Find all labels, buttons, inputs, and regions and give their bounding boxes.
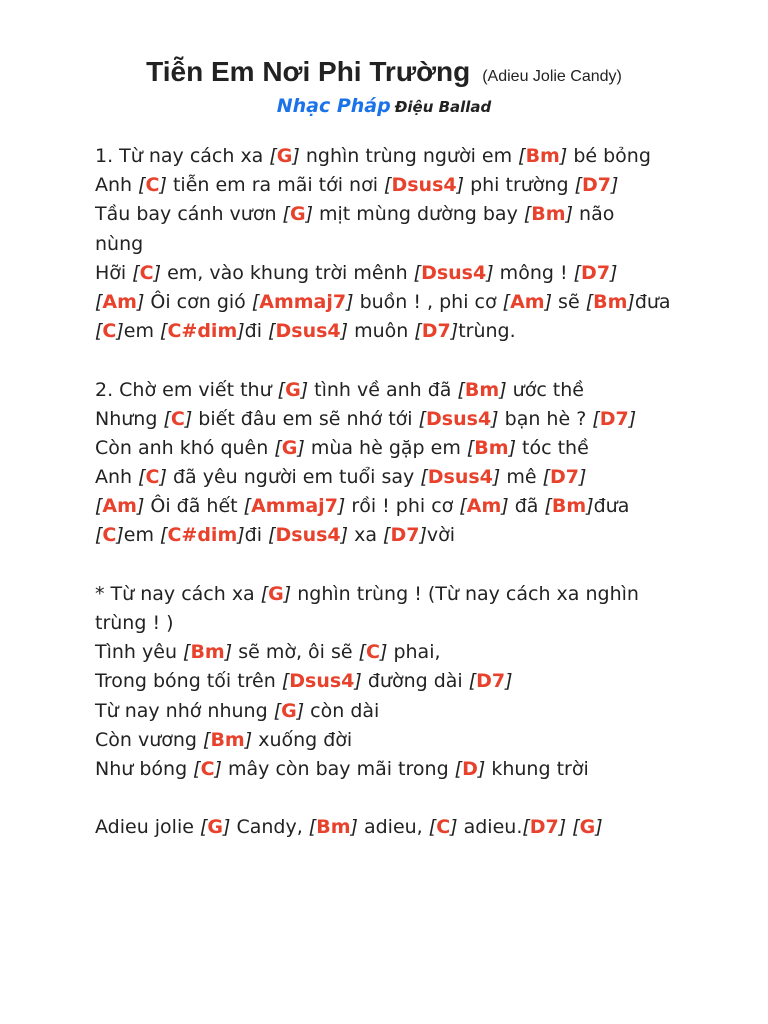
chord-mark	[574, 262, 618, 284]
chord-bracket-close: ]	[340, 320, 349, 343]
chord-bracket-open: [	[95, 495, 103, 518]
chord-bracket-open: [	[522, 816, 530, 839]
lyric-line	[95, 813, 735, 842]
chord-mark	[160, 320, 245, 342]
chord-bracket-close: ]	[224, 641, 233, 664]
chord-bracket-close: ]	[544, 290, 553, 313]
chord-bracket-open: [	[160, 320, 168, 343]
lyric-text: não	[572, 203, 615, 226]
chord-bracket-close: ]	[292, 145, 300, 167]
lyric-text: còn dài	[304, 699, 380, 722]
lyric-line	[95, 638, 735, 667]
chord-mark	[268, 524, 348, 546]
lyric-text: Candy,	[230, 816, 309, 839]
chord-bracket-open: [	[592, 407, 600, 430]
chord-bracket-close: ]	[297, 436, 305, 459]
lyric-text: bé bỏng	[567, 145, 651, 167]
lyric-line	[95, 405, 735, 434]
chord: D7	[390, 524, 420, 547]
blank-line	[95, 346, 735, 375]
lyric-line	[95, 317, 735, 346]
chord-bracket-close: ]	[340, 524, 349, 547]
lyric-text: Tầu bay cánh vươn	[95, 203, 283, 226]
chord: Bm	[551, 495, 587, 518]
chord-bracket-close: ]	[508, 436, 516, 459]
chord-bracket-open: [	[163, 407, 171, 430]
chord: C#dim	[167, 320, 238, 343]
song-header	[0, 52, 768, 120]
lyric-text: trùng ! )	[95, 612, 174, 634]
lyric-text: đi	[244, 320, 269, 343]
chord: D7	[550, 466, 579, 489]
chord-bracket-open: [	[282, 203, 290, 226]
chord-bracket-open: [	[308, 816, 317, 839]
chord: C#dim	[167, 524, 238, 547]
chord-mark	[274, 437, 304, 459]
chord-bracket-open: [	[281, 670, 290, 693]
blank-line	[95, 551, 735, 580]
lyric-line	[95, 755, 735, 784]
song-subtitle: (Adieu Jolie Candy)	[482, 68, 622, 85]
chord-mark	[457, 379, 506, 401]
chord-bracket-close: ]	[223, 816, 231, 839]
chord-mark	[384, 174, 464, 196]
lyric-text: vời	[426, 524, 456, 547]
chord-bracket-open: [	[468, 670, 477, 693]
chord-mark	[95, 291, 144, 313]
chord-bracket-open: [	[132, 261, 140, 284]
chord: Dsus4	[427, 466, 493, 489]
chord: Bm	[525, 145, 560, 167]
chord-mark	[455, 758, 486, 780]
chord-mark	[95, 524, 124, 546]
lyric-text: khung trời	[485, 757, 589, 780]
chord-mark	[544, 495, 593, 517]
lyric-text: đi	[244, 524, 269, 547]
lyric-text: 1. Từ nay cách xa	[95, 145, 270, 167]
chord-bracket-close: ]	[153, 261, 162, 284]
lyric-line	[95, 726, 735, 755]
chord-bracket-open: [	[572, 816, 580, 839]
chord-bracket-open: [	[95, 524, 103, 547]
chord-mark	[503, 291, 552, 313]
lyric-text: bạn hè ?	[498, 407, 593, 430]
chord-bracket-close: ]	[450, 320, 459, 343]
chord-bracket-close: ]	[595, 816, 603, 839]
chord-bracket-open: [	[199, 816, 208, 839]
chord-bracket-open: [	[420, 466, 428, 489]
chord-bracket-open: [	[358, 641, 367, 664]
title-line	[0, 52, 768, 97]
chord-bracket-close: ]	[505, 670, 513, 693]
chord-bracket-open: [	[459, 495, 467, 518]
chord: Am	[102, 495, 137, 518]
chord-mark	[193, 758, 222, 780]
chord-bracket-close: ]	[559, 145, 568, 167]
chord-bracket-open: [	[454, 757, 463, 780]
chord: C	[139, 261, 154, 284]
chord: D7	[581, 174, 611, 197]
chord: C	[102, 524, 117, 547]
chord-bracket-open: [	[573, 261, 582, 284]
chord-mark	[414, 320, 458, 342]
chord-bracket-close: ]	[296, 699, 305, 722]
lyric-text: Ôi cơn gió	[144, 290, 252, 313]
chord-bracket-open: [	[138, 466, 146, 489]
chord-mark	[95, 495, 144, 517]
chord: G	[281, 436, 298, 459]
lyric-text: đã yêu người em tuổi say	[166, 466, 421, 489]
chord-bracket-open: [	[384, 174, 392, 197]
lyric-text: adieu.	[457, 816, 523, 839]
chord-bracket-close: ]	[237, 524, 245, 547]
lyric-line	[95, 288, 735, 317]
chord-bracket-open: [	[268, 524, 276, 547]
chord: Bm	[316, 816, 351, 839]
lyric-text: 2. Chờ em viết thư	[95, 378, 278, 401]
lyric-line	[95, 230, 735, 259]
chord: D7	[476, 670, 506, 693]
chord: G	[289, 203, 306, 226]
lyric-text: rồi ! phi cơ	[345, 495, 460, 518]
chord-mark	[419, 408, 499, 430]
chord-mark	[592, 408, 636, 430]
chord-bracket-close: ]	[610, 261, 618, 284]
chord-mark	[429, 816, 458, 838]
chord-bracket-close: ]	[586, 495, 594, 518]
lyric-line	[95, 463, 735, 492]
chord: Am	[510, 290, 545, 313]
lyric-text: tình về anh đã	[308, 378, 458, 401]
chord-bracket-open: [	[183, 641, 191, 664]
chord-bracket-open: [	[243, 495, 252, 518]
lyric-text: mùa hè gặp em	[304, 436, 467, 459]
lyric-text: em	[123, 524, 161, 547]
lyric-text: đường dài	[361, 670, 469, 693]
chord-bracket-close: ]	[244, 728, 253, 751]
chord: G	[268, 582, 284, 605]
lyric-text: nghìn trùng ! (Từ nay cách xa nghìn	[291, 582, 639, 605]
chord-bracket-close: ]	[579, 466, 587, 489]
chord: Am	[102, 290, 137, 313]
song-genre: Nhạc Pháp	[276, 95, 391, 117]
chord-bracket-close: ]	[116, 320, 124, 343]
lyric-text: nghìn trùng người em	[299, 145, 519, 167]
chord-mark	[282, 670, 362, 692]
chord-bracket-open: [	[277, 378, 286, 401]
chord-bracket-close: ]	[337, 495, 346, 518]
chord-mark	[268, 320, 348, 342]
blank-line	[95, 784, 735, 813]
chord: Dsus4	[421, 261, 487, 284]
chord-mark	[420, 466, 500, 488]
lyric-line	[95, 376, 735, 405]
chord: C	[366, 641, 380, 664]
chord: G	[579, 816, 596, 839]
chord-bracket-open: [	[268, 320, 276, 343]
lyric-line	[95, 434, 735, 463]
chord-bracket-close: ]	[136, 290, 145, 313]
chord: D7	[599, 407, 629, 430]
chord-bracket-close: ]	[214, 757, 222, 780]
lyric-text: nùng	[95, 232, 144, 255]
chord-bracket-close: ]	[305, 203, 313, 226]
lyric-text: buồn ! , phi cơ	[353, 290, 503, 313]
chord-mark	[244, 495, 346, 517]
chord-mark	[132, 262, 161, 284]
lyric-line	[95, 609, 735, 638]
chord-bracket-close: ]	[159, 466, 167, 489]
chord: Bm	[531, 203, 566, 226]
chord-mark	[269, 145, 299, 167]
lyric-text: trùng.	[458, 320, 516, 343]
chord-mark	[414, 262, 494, 284]
chord-bracket-close: ]	[350, 816, 358, 839]
chord-bracket-open: [	[418, 407, 427, 430]
chord-bracket-open: [	[466, 436, 475, 459]
chord-bracket-open: [	[273, 699, 282, 722]
chord: D7	[581, 261, 611, 284]
chord-mark	[543, 466, 587, 488]
genre-line	[0, 93, 768, 120]
chord-bracket-open: [	[260, 582, 269, 605]
chord-mark	[383, 524, 427, 546]
lyric-text: đã	[508, 495, 545, 518]
chord-bracket-open: [	[544, 495, 552, 518]
lyric-text: mông !	[493, 261, 574, 284]
lyric-text: xuống đời	[252, 728, 353, 751]
lyric-text: muôn	[348, 320, 415, 343]
chord: Dsus4	[426, 407, 492, 430]
chord-bracket-open: [	[585, 290, 594, 313]
chord-bracket-close: ]	[450, 816, 458, 839]
chord: C	[145, 466, 160, 489]
lyric-line	[95, 200, 735, 229]
chord-bracket-close: ]	[184, 407, 193, 430]
chord-mark	[252, 291, 354, 313]
chord-mark	[309, 816, 358, 838]
chord-mark	[572, 816, 602, 838]
chord-mark	[278, 379, 308, 401]
song-title: Tiễn Em Nơi Phi Trường	[146, 56, 471, 87]
chord-mark	[575, 174, 619, 196]
chord: D7	[421, 320, 451, 343]
lyric-line	[95, 521, 735, 550]
lyric-text: sẽ mờ, ôi sẽ	[232, 641, 359, 664]
lyric-text: Adieu jolie	[95, 816, 200, 839]
chord-mark	[522, 816, 566, 838]
lyric-text: tiễn em ra mãi tới nơi	[166, 174, 385, 197]
lyric-text: Từ nay nhớ nhung	[95, 699, 274, 722]
chord-bracket-open: [	[414, 320, 422, 343]
chord-bracket-open: [	[251, 290, 260, 313]
chord-mark	[274, 700, 304, 722]
chord: Bm	[474, 436, 509, 459]
chord-bracket-close: ]	[486, 261, 494, 284]
chord: G	[207, 816, 223, 839]
chord-bracket-close: ]	[346, 290, 354, 313]
chord-bracket-close: ]	[283, 582, 292, 605]
chord-mark	[469, 670, 513, 692]
chord: Dsus4	[275, 320, 341, 343]
lyric-text: Ôi đã hết	[144, 495, 244, 518]
chord: Bm	[593, 290, 628, 313]
chord-bracket-close: ]	[354, 670, 362, 693]
lyric-text: phai,	[387, 641, 441, 664]
chord: C	[145, 174, 160, 197]
lyric-line	[95, 580, 735, 609]
chord-mark	[138, 466, 167, 488]
lyric-text: Còn anh khó quên	[95, 436, 275, 459]
chord-bracket-close: ]	[419, 524, 427, 547]
lyric-text: phi trường	[464, 174, 575, 197]
chord-bracket-open: [	[428, 816, 437, 839]
chord-bracket-close: ]	[492, 466, 501, 489]
chord-bracket-open: [	[95, 290, 103, 313]
chord-bracket-close: ]	[628, 407, 637, 430]
lyric-text: sẽ	[552, 290, 586, 313]
chord-bracket-open: [	[542, 466, 550, 489]
chord: Bm	[190, 641, 225, 664]
chord: C	[200, 757, 215, 780]
chord-bracket-close: ]	[477, 757, 486, 780]
lyric-text: mịt mùng dường bay	[312, 203, 524, 226]
chord-bracket-open: [	[523, 203, 532, 226]
lyric-text: Còn vương	[95, 728, 204, 751]
chord-mark	[138, 174, 167, 196]
chord-bracket-open: [	[193, 757, 201, 780]
chord-bracket-close: ]	[379, 641, 388, 664]
lyric-line	[95, 259, 735, 288]
chord: C	[436, 816, 451, 839]
chord: C	[102, 320, 117, 343]
chord-mark	[359, 641, 388, 663]
chord-bracket-open: [	[203, 728, 211, 751]
chord-bracket-close: ]	[499, 378, 507, 401]
chord-bracket-open: [	[574, 174, 582, 197]
lyric-line	[95, 171, 735, 200]
chord: Ammaj7	[259, 290, 347, 313]
chord-bracket-open: [	[138, 174, 146, 197]
chord: Dsus4	[275, 524, 341, 547]
chord-mark	[586, 291, 635, 313]
chord-mark	[95, 320, 124, 342]
chord-mark	[467, 437, 516, 459]
chord-mark	[459, 495, 508, 517]
chord-bracket-close: ]	[237, 320, 245, 343]
song-style: Điệu Ballad	[394, 98, 492, 116]
chord-bracket-open: [	[95, 320, 103, 343]
chord-bracket-open: [	[502, 290, 511, 313]
chord: Dsus4	[289, 670, 355, 693]
lyrics-body	[95, 142, 735, 843]
lyric-text: adieu,	[357, 816, 429, 839]
lyric-text: Anh	[95, 466, 139, 489]
lyric-line	[95, 492, 735, 521]
chord: G	[276, 145, 293, 167]
lyric-text: tóc thề	[516, 436, 589, 459]
chord-mark	[203, 729, 252, 751]
chord-bracket-open: [	[383, 524, 391, 547]
chord: Ammaj7	[251, 495, 338, 518]
lyric-text: Anh	[95, 174, 139, 197]
chord-mark	[518, 145, 567, 167]
chord-bracket-open: [	[457, 378, 465, 401]
chord-bracket-close: ]	[627, 290, 635, 313]
chord: Am	[466, 495, 502, 518]
chord: D7	[529, 816, 559, 839]
lyric-text: Nhưng	[95, 407, 164, 430]
chord-bracket-close: ]	[300, 378, 309, 401]
chord-mark	[524, 203, 573, 225]
chord-bracket-close: ]	[491, 407, 499, 430]
chord-bracket-open: [	[518, 145, 526, 167]
chord-bracket-close: ]	[501, 495, 509, 518]
chord-bracket-close: ]	[610, 174, 619, 197]
lyric-line	[95, 697, 735, 726]
chord-bracket-open: [	[160, 524, 168, 547]
chord-mark	[160, 524, 245, 546]
lyric-text: Trong bóng tối trên	[95, 670, 282, 693]
lyric-line	[95, 667, 735, 696]
chord-bracket-close: ]	[159, 174, 167, 197]
chord-mark	[163, 408, 192, 430]
chord-mark	[261, 583, 291, 605]
lyric-text: em, vào khung trời mênh	[161, 261, 414, 284]
chord-bracket-open: [	[274, 436, 282, 459]
lyric-text: mây còn bay mãi trong	[221, 757, 455, 780]
lyric-text: em	[123, 320, 161, 343]
chord-bracket-open: [	[269, 145, 277, 167]
lyric-text: mê	[500, 466, 543, 489]
chord-bracket-close: ]	[558, 816, 567, 839]
lyric-text: Như bóng	[95, 757, 194, 780]
chord-bracket-close: ]	[565, 203, 573, 226]
lyric-text: biết đâu em sẽ nhớ tới	[192, 407, 419, 430]
lyric-text: * Từ nay cách xa	[95, 582, 261, 605]
lyric-text: ước thề	[506, 378, 584, 401]
chord: G	[285, 378, 301, 401]
lyric-text: xa	[348, 524, 384, 547]
chord: Dsus4	[391, 174, 457, 197]
chord: Bm	[464, 378, 500, 401]
chord-bracket-close: ]	[456, 174, 465, 197]
lyric-text: Tình yêu	[95, 641, 184, 664]
chord: C	[170, 407, 185, 430]
chord-bracket-close: ]	[136, 495, 145, 518]
chord-mark	[200, 816, 230, 838]
chord-bracket-close: ]	[116, 524, 124, 547]
chord-bracket-open: [	[413, 261, 422, 284]
lyric-text: đưa	[634, 290, 671, 313]
chord: Bm	[210, 728, 245, 751]
chord-mark	[283, 203, 313, 225]
lyric-text: đưa	[593, 495, 630, 518]
chord-mark	[183, 641, 232, 663]
chord: D	[462, 757, 478, 780]
lyric-text: Hỡi	[95, 261, 133, 284]
lyric-line	[95, 142, 735, 171]
chord: G	[281, 699, 297, 722]
